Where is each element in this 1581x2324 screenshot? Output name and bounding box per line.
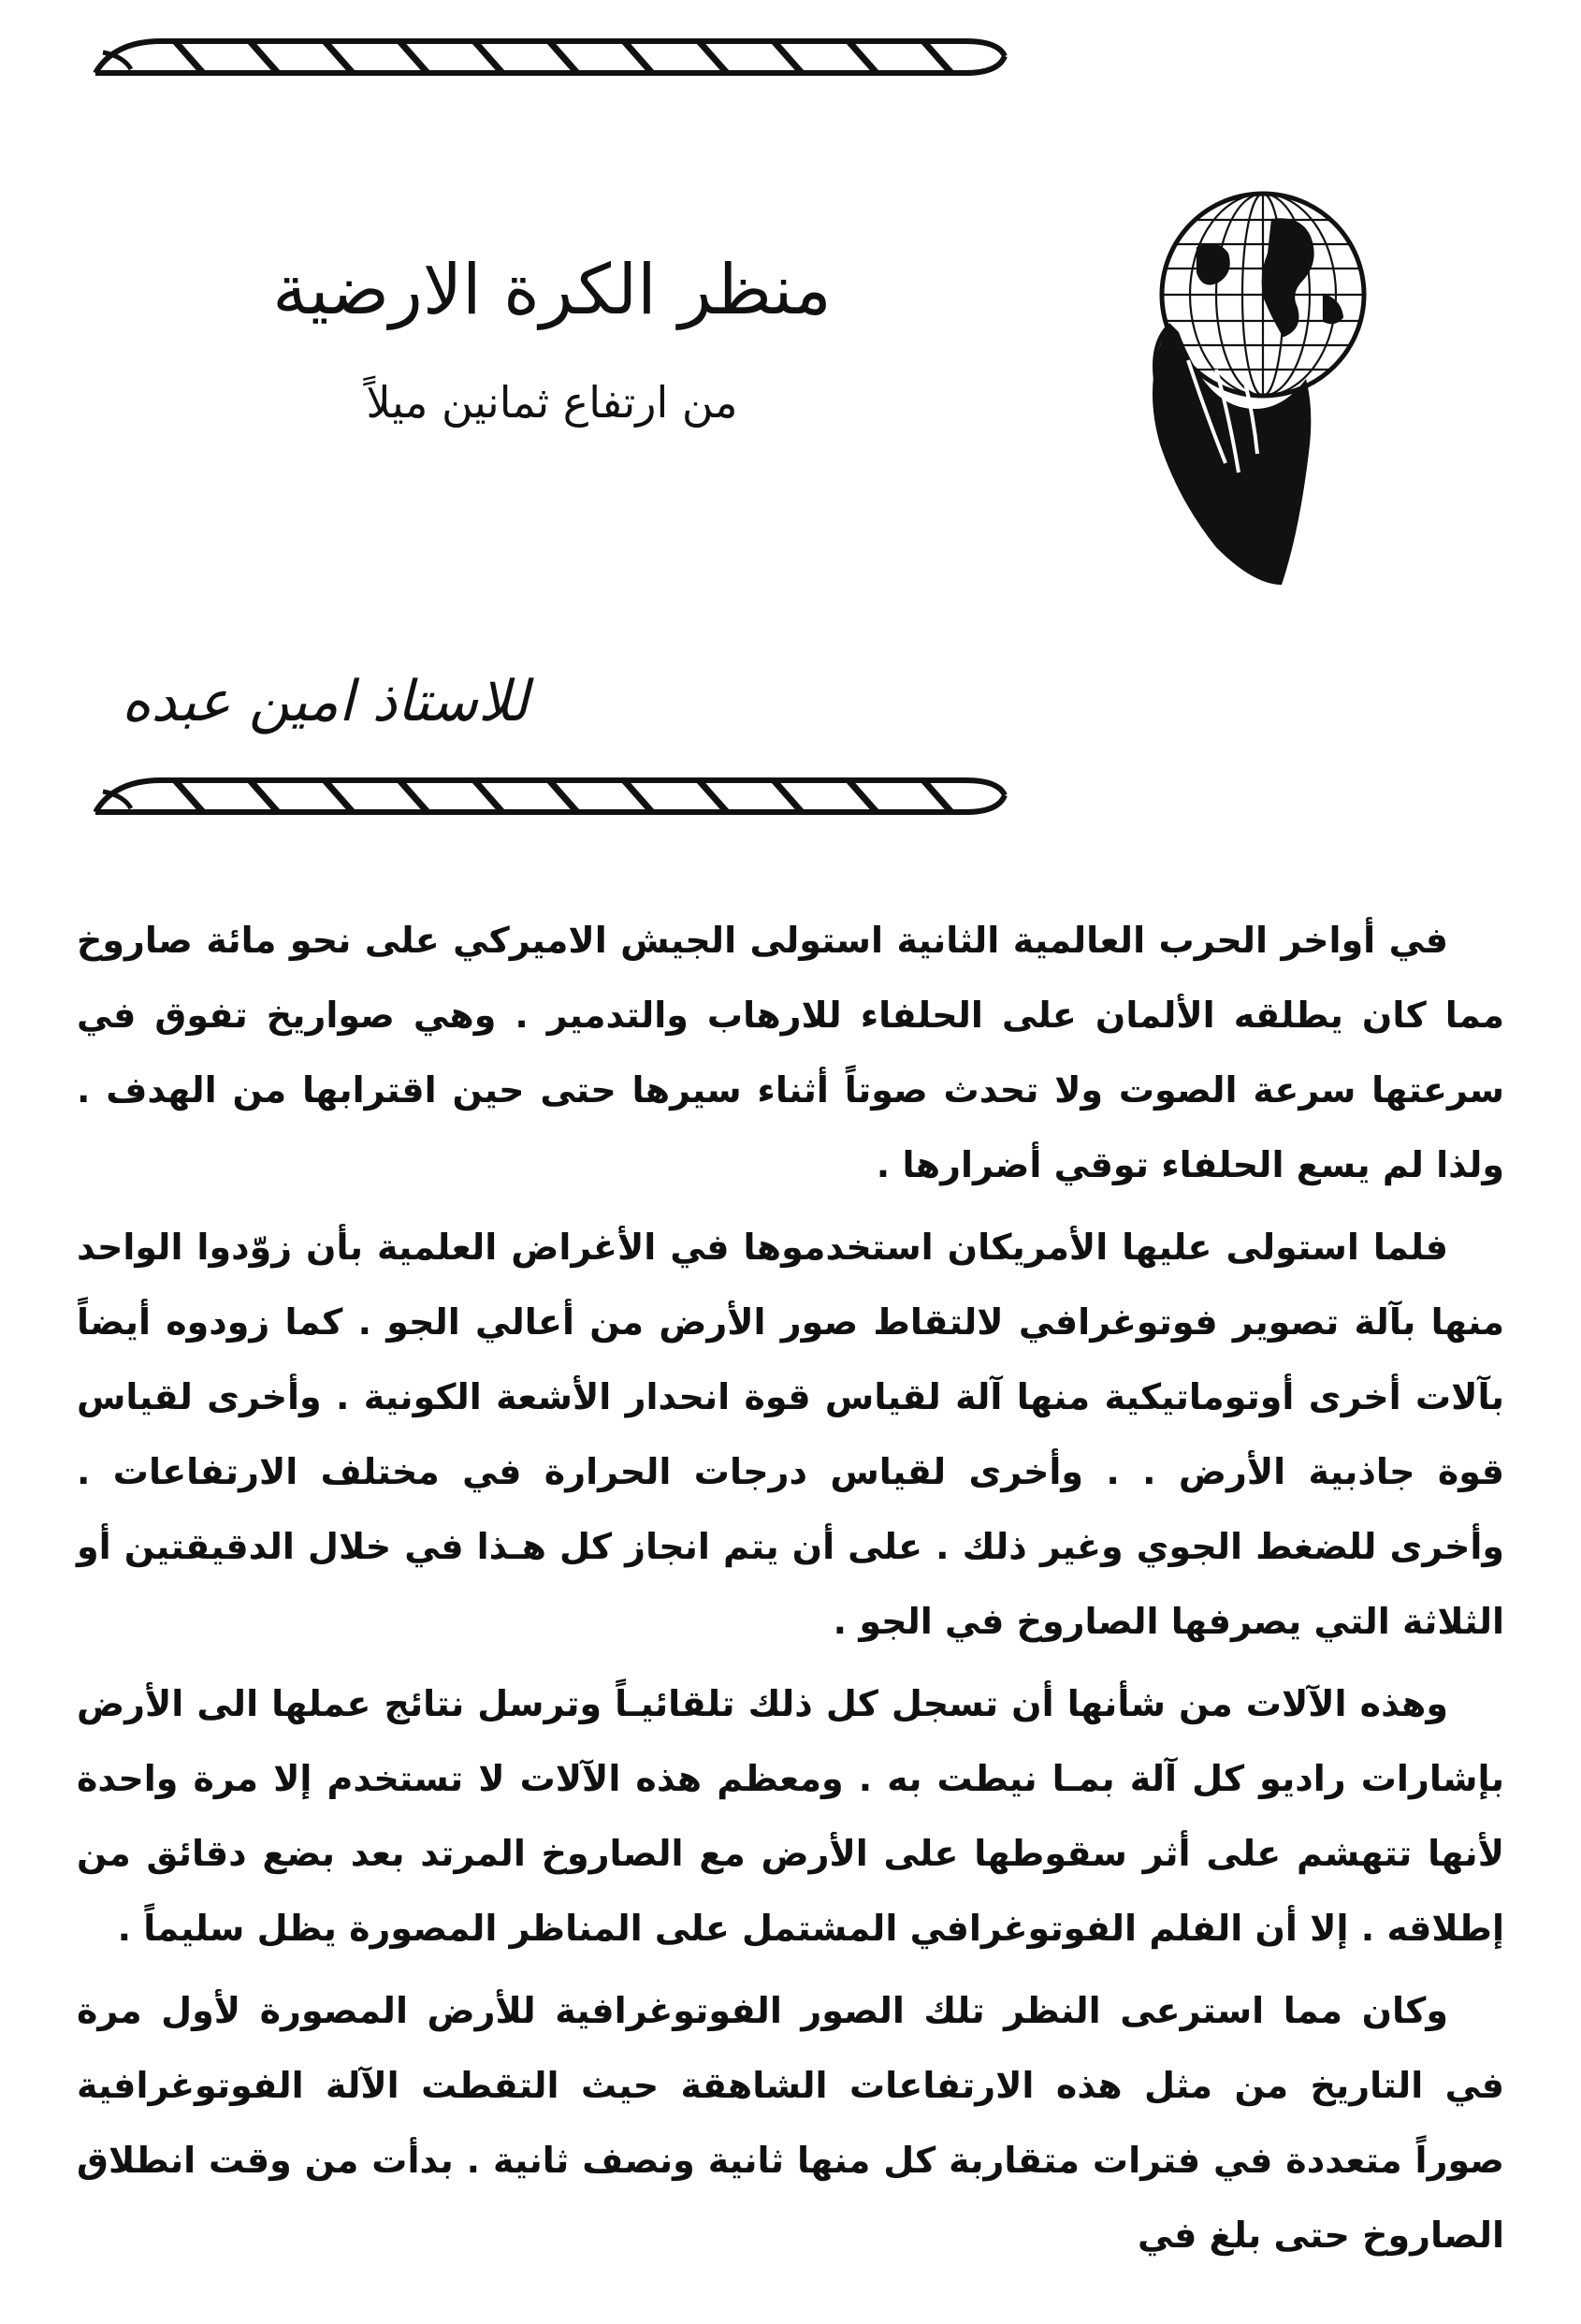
top-ornament-border [86, 28, 1012, 94]
author-byline: للاستاذ امين عبده [122, 669, 529, 734]
title-block [215, 251, 889, 428]
paragraph-3: وهذه الآلات من شأنها أن تسجل كل ذلك تلقائيـاً وترسل نتائج عملها الى الأرض بإشارات راديو كل آلة بمـا نيطت به . ومعظم هذه الآلات لا تستخدم إلا مرة واحدة لأنها تتهشم على أثر سقوطها على الأرض مع الصاروخ المرتد بعد بضع دقائق من إطلاقه . إلا أن الفلم الفوتوغرافي المشتمل على المناظر المصورة يظل سليماً . [77, 1683, 1504, 1949]
paragraph-2: فلما استولى عليها الأمريكان استخدموها في الأغراض العلمية بأن زوّدوا الواحد منها بآلة تصوير فوتوغرافي لالتقاط صور الأرض من أعالي الجو . كما زودوه أيضاً بآلات أخرى أوتوماتيكية منها آلة لقياس قوة انحدار الأشعة الكونية . وأخرى لقياس قوة جاذبية الأرض . . وأخرى لقياس درجات الحرارة في مختلف الارتفاعات . وأخرى للضغط الجوي وغير ذلك . على أن يتم انجاز كل هـذا في خلال الدقيقتين أو الثلاثة التي يصرفها الصاروخ في الجو . [77, 1227, 1504, 1642]
paragraph-1: في أواخر الحرب العالمية الثانية استولى الجيش الاميركي على نحو مائة صاروخ مما كان يطلقه الألمان على الحلفاء للارهاب والتدمير . وهي صواريخ تفوق في سرعتها سرعة الصوت ولا تحدث صوتاً أثناء سيرها حتى حين اقترابها من الهدف . ولذا لم يسع الحلفاء توقي أضرارها . [77, 920, 1504, 1185]
globe-in-hands-icon [1132, 182, 1375, 599]
article-title: منظر الكرة الارضية [272, 250, 832, 330]
bottom-ornament-border [86, 767, 1012, 833]
paragraph-4: وكان مما استرعى النظر تلك الصور الفوتوغرافية للأرض المصورة لأول مرة في التاريخ من مثل هذه الارتفاعات الشاهقة حيث التقطت الآلة الفوتوغرافية صوراً متعددة في فترات متقاربة كل منها ثانية ونصف ثانية . بدأت من وقت انطلاق الصاروخ حتى بلغ في [77, 1990, 1504, 2256]
article-subtitle: من ارتفاع ثمانين ميلاً [366, 377, 738, 428]
article-body [77, 903, 1504, 2280]
